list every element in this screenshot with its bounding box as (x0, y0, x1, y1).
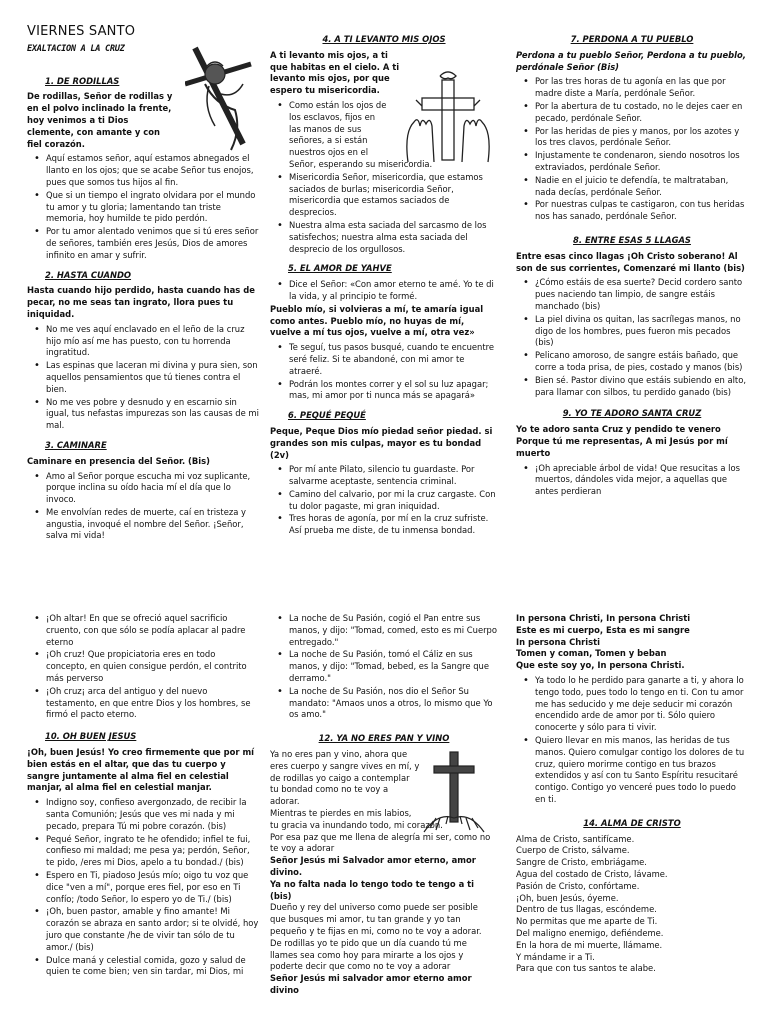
section-heading: 4. A TI LEVANTO MIS OJOS (322, 34, 446, 44)
list-item: • Por las tres horas de tu agonía en las que por madre diste a María, perdónale Señor. (528, 76, 748, 100)
list-item: • ¡Oh cruz! Que propiciatoria eres en todo concepto, en quien consigue perdón, el contrito más perverso (39, 649, 259, 684)
prayer-line: Agua del costado de Cristo, lávame. (516, 868, 668, 879)
list-item: • Por tu amor alentado venimos que si tú eres señor de señores, también eres Jesús, Dios de amores infinito en amar y sufrir. (39, 226, 259, 261)
prayer-line: Sangre de Cristo, embriágame. (516, 857, 647, 868)
page-subtitle: EXALTACION A LA CRUZ (27, 43, 125, 54)
list-item: • Quiero llevar en mis manos, las heridas de tus manos. Quiero comulgar contigo los dolores de tu cruz, quiero morirme contigo en tus brazos extendidos y así con tu Santo Espíritu resucitaré contigo. Contigo yo venceré pues todo lo puedo en ti. (528, 735, 748, 806)
verse-list (516, 675, 748, 806)
list-item: • Nadie en el juicio te defendía, te maltrataban, nada decías, perdónale Señor. (528, 175, 748, 199)
verse-list (270, 279, 498, 303)
item-line: nuestros ojos en el (289, 147, 369, 158)
list-item: • Dulce maná y celestial comida, gozo y salud de quien te come bien; ven sin tardar, mi Dios, mi (39, 955, 259, 979)
intro-line: hoy venimos a ti Dios (27, 114, 129, 125)
item-line: Señor, esperando su misericordia. (289, 158, 433, 169)
list-item: • Pequé Señor, ingrato te he ofendido; infiel te fui, confieso mi maldad; me pesa ya; perdón, Señor, te pido, /eres mi Dios, apelo a tu bondad./ (bis) (39, 834, 259, 869)
prayer-line: Pasión de Cristo, confórtame. (516, 880, 640, 891)
list-item: • No me ves aquí enclavado en el leño de la cruz hijo mío así me has puesto, con tu horrenda ingratitud. (39, 324, 259, 359)
list-item: • Dice el Señor: «Con amor eterno te amé. Yo te di la vida, y al principio te formé. (282, 279, 498, 303)
verse-list (27, 471, 259, 543)
section-intro: Peque, Peque Dios mío piedad señor piedad. si grandes son mis culpas, mayor es tu bondad (2v) (270, 425, 493, 460)
item-line: las manos de sus (289, 123, 362, 134)
list-item: • No me ves pobre y desnudo y en escarnio sin igual, tus nefastas impurezas son las causas de mi mal. (39, 397, 259, 432)
item-line: señores, a si están (289, 135, 368, 146)
list-item: • Que si un tiempo el ingrato olvidara por el mundo tu amor y tu gloria; lamentando tan triste memoria, hoy humilde te pido perdón. (39, 190, 259, 225)
section-heading: 6. PEQUÉ PEQUÉ (288, 410, 366, 421)
list-item: • ¡Oh apreciable árbol de vida! Que resucitas a los muertos, dándoles vida mejor, a aquellas que antes perdieran (528, 463, 748, 498)
list-item: • Amo al Señor porque escucha mi voz suplicante, porque inclina su oído hacia mí el día que lo invoco. (39, 471, 259, 506)
list-item: • La noche de Su Pasión, tomó el Cáliz en sus manos, y dijo: "Tomad, bebed, es la Sangre que derramo." (282, 649, 498, 684)
verse-line: De rodillas yo te pido que un día cuando tú me (270, 937, 467, 948)
list-item: • Me envolvían redes de muerte, caí en tristeza y angustia, invoqué el nombre del Señor. ¡Señor, salva mi vida! (39, 507, 259, 542)
verse-line: eres cuerpo y sangre vives en mí, y (270, 760, 420, 771)
section-heading: 12. YA NO ERES PAN Y VINO (318, 733, 450, 744)
column-3-top (516, 26, 748, 499)
verse-list (516, 463, 748, 498)
verse-list (27, 324, 259, 432)
intro-line: en el polvo inclinado la frente, (27, 103, 172, 114)
verse-line: poderte decir que como no te voy a adorar (270, 961, 451, 972)
prayer-line: Dentro de tus llagas, escóndeme. (516, 904, 657, 915)
list-item: • Injustamente te condenaron, siendo nosotros los extraviados, perdónale Señor. (528, 150, 748, 174)
refrain-line: In persona Christi, In persona Christi (516, 613, 691, 623)
verse-list (270, 464, 498, 537)
list-item: • Bien sé. Pastor divino que estáis subiendo en alto, para llamar con silbos, tu perdido ganado (bis) (528, 375, 748, 399)
verse-list (270, 342, 498, 402)
list-item: • Ya todo lo he perdido para ganarte a ti, y ahora lo tengo todo, pues todo lo tengo en ti. Con tu amor me has seducido y me deje seducir mi corazón encendido arde de amor por ti. Sólo quiero conocerte y sólo para ti vivir. (528, 675, 748, 734)
section-heading: 14. ALMA DE CRISTO (583, 817, 681, 828)
column-1-bottom (27, 613, 259, 979)
verse-list (516, 277, 748, 398)
verse-line: Mientras te pierdes en mis labios, (270, 807, 412, 818)
intro-line: espero tu misericordia. (270, 85, 380, 96)
refrain-line: Señor Jesús mi salvador amor eterno amor divino (270, 973, 472, 995)
section-refrain: Pueblo mío, si volvieras a mí, te amaría igual como antes. Pueblo mío, no huyas de mí, vuelve a mí tus ojos, vuelve a mí, otra vez» (270, 303, 484, 338)
verse-list (27, 613, 259, 721)
section-heading: 1. DE RODILLAS (45, 75, 120, 86)
section-intro: Hasta cuando hijo perdido, hasta cuando has de pecar, no me seas tan ingrato, llora pues tu iniquidad. (27, 285, 255, 319)
intro-line: fiel corazón. (27, 138, 85, 149)
verse-line: tu bondad como no te voy a (270, 784, 389, 795)
section-intro: Yo te adoro santa Cruz y pendido te venero Porque tú me representas, A mi Jesús por mí muerto (516, 424, 728, 458)
cross-hands-illustration (402, 70, 494, 164)
section-heading: 5. EL AMOR DE YAHVE (288, 263, 392, 274)
jesus-cross-illustration (185, 44, 255, 152)
verse-list (27, 797, 259, 978)
section-heading: 8. ENTRE ESAS 5 LLAGAS (573, 234, 691, 245)
list-item: • ¡Oh altar! En que se ofreció aquel sacrificio cruento, con que sólo se podía aplacar al padre eterno (39, 613, 259, 648)
section-heading: 3. CAMINARE (45, 439, 107, 450)
refrain-block (516, 613, 748, 672)
list-item: • La piel divina os quitan, las sacrílegas manos, no digo de los hombres, pues fueron mis pecados (bis) (528, 314, 748, 349)
list-item: • Aquí estamos señor, aquí estamos abnegados el llanto en los ojos; que se acabe Señor tus enojos, pues que somos tus hijos al fin. (39, 153, 259, 188)
section-heading: 9. YO TE ADORO SANTA CRUZ (562, 408, 702, 419)
prayer-lines (516, 834, 748, 976)
list-item: • Nuestra alma esta saciada del sarcasmo de los satisfechos; nuestra alma esta saciada del desprecio de los orgullosos. (282, 220, 498, 255)
list-item: • La noche de Su Pasión, cogió el Pan entre sus manos, y dijo: "Tomad, comed, esto es mi Cuerpo entregado." (282, 613, 498, 648)
list-item: • Por mí ante Pilato, silencio tu guardaste. Por salvarme aceptaste, sentencia criminal. (282, 464, 498, 488)
list-item: • Pelicano amoroso, de sangre estáis bañado, que corre a toda prisa, de pies, costado y manos (bis) (528, 350, 748, 374)
list-item: • Tres horas de agonía, por mí en la cruz sufriste. Así prueba me diste, de tu inmensa bondad. (282, 513, 498, 537)
refrain-line: Señor Jesús mi Salvador amor eterno, amor divino. (270, 855, 476, 877)
intro-line: A ti levanto mis ojos, a ti (270, 49, 388, 60)
list-item: • Espero en Ti, piadoso Jesús mío; oigo tu voz que dice "ven a mí", porque eres fiel, por eso en Ti confío; /todo Señor, lo espero yo de Ti./ (bis) (39, 870, 259, 905)
cross-on-hill-illustration (422, 748, 486, 834)
list-item: • ¿Cómo estáis de esa suerte? Decid cordero santo pues naciendo tan limpio, de sangre estáis manchado (bis) (528, 277, 748, 312)
refrain-line: Tomen y coman, Tomen y beban (516, 648, 667, 659)
list-item: • Camino del calvario, por mi la cruz cargaste. Con tu dolor pagaste, mi gran iniquidad. (282, 489, 498, 513)
section-intro: Caminare en presencia del Señor. (Bis) (27, 455, 210, 466)
section-intro: ¡Oh, buen Jesús! Yo creo firmemente que por mí bien estás en el altar, que das tu cuerpo y sangre juntamente al alma fiel en celestial manjar, al alma fiel en celestial manjar. (27, 746, 255, 793)
list-item: • La noche de Su Pasión, nos dio el Señor Su mandato: "Amaos unos a otros, lo mismo que Yo os amo." (282, 686, 498, 721)
list-item: • Por la abertura de tu costado, no le dejes caer en pecado, perdónale Señor. (528, 101, 748, 125)
prayer-line: En la hora de mi muerte, llámame. (516, 939, 663, 950)
intro-line: De rodillas, Señor de rodillas y (27, 91, 173, 102)
page-title: VIERNES SANTO (27, 24, 136, 39)
verse-line: pequeño y te fijas en mi, como no te voy a adorar. (270, 925, 482, 936)
section-intro: Perdona a tu pueblo Señor, Perdona a tu pueblo, perdónale Señor (Bis) (516, 49, 746, 72)
verse-list (27, 153, 259, 261)
refrain-line: In persona Christi (516, 636, 601, 647)
verse-line: de rodillas yo caigo a contemplar (270, 772, 410, 783)
verse-line: Ya no eres pan y vino, ahora que (270, 748, 408, 759)
item-line: los esclavos, fijos en (289, 111, 376, 122)
intro-line: clemente, con amante y con (27, 126, 160, 137)
list-item: • Indigno soy, confieso avergonzado, de recibir la santa Comunión; Jesús que ves mi nada y mi pecado, prepara Tú mi pobre corazón. (bis) (39, 797, 259, 832)
list-item: • Por las heridas de pies y manos, por los azotes y los tres clavos, perdónale Señor. (528, 126, 748, 150)
list-item: • ¡Oh cruz¡ arca del antiguo y del nuevo testamento, en que entre Dios y los hombres, se firmó el pacto eterno. (39, 686, 259, 721)
section-heading: 7. PERDONA A TU PUEBLO (570, 34, 694, 44)
refrain-line: Que este soy yo, In persona Christi. (516, 660, 685, 671)
list-item: • Podrán los montes correr y el sol su luz apagar; mas, mi amor por ti nunca más se apagará» (282, 379, 498, 403)
list-item: • Las espinas que laceran mi divina y pura sien, son aquellos pensamientos que tú tienes contra el bien. (39, 360, 259, 395)
prayer-line: Del maligno enemigo, defiéndeme. (516, 927, 664, 938)
intro-line: que habitas en el cielo. A ti (270, 61, 400, 72)
section-heading: 2. HASTA CUANDO (45, 269, 132, 280)
refrain-line: Ya no falta nada lo tengo todo te tengo a ti (bis) (270, 878, 475, 901)
prayer-line: No permitas que me aparte de Ti. (516, 916, 658, 927)
verse-line: Dueño y rey del universo como puede ser posible (270, 902, 478, 913)
prayer-line: Cuerpo de Cristo, sálvame. (516, 845, 630, 856)
section-intro: Entre esas cinco llagas ¡Oh Cristo soberano! Al son de sus corrientes, Comenzaré mi llanto (bis) (516, 250, 745, 273)
verse-line: te voy a adorar (270, 843, 335, 854)
list-item: • Por nuestras culpas te castigaron, con tus heridas nos has sanado, perdónale Señor. (528, 199, 748, 223)
list-item: • Te seguí, tus pasos busqué, cuando te encuentre seré feliz. Si te abandoné, con mi amor te atraeré. (282, 342, 498, 377)
item-line: • Como están los ojos de (289, 99, 387, 110)
prayer-line: Para que con tus santos te alabe. (516, 963, 656, 974)
prayer-line: Y mándame ir a Ti. (516, 951, 595, 962)
list-item: • ¡Oh, buen pastor, amable y fino amante! Mi corazón se abraza en santo ardor; si te olvidé, hoy juro que constante /he de vivir tan sólo de tu amor./ (bis) (39, 906, 259, 953)
refrain-line: Este es mi cuerpo, Esta es mi sangre (516, 624, 690, 635)
verse-line: que busques mi amor, tu tan grande y yo tan (270, 914, 461, 925)
prayer-line: Alma de Cristo, santifícame. (516, 833, 635, 844)
section-heading: 10. OH BUEN JESUS (45, 731, 137, 742)
verse-line: adorar. (270, 796, 300, 807)
verse-list (270, 613, 498, 721)
verse-list (516, 76, 748, 223)
verse-line: llames sea como hoy para mirarte a los ojos y (270, 949, 464, 960)
prayer-line: ¡Oh, buen Jesús, óyeme. (516, 892, 619, 903)
verse-line: Por esa paz que me llena de alegría mi ser, como no (270, 831, 491, 842)
intro-line: levanto mis ojos, por que (270, 73, 390, 84)
verse-line: tu gracia va inundando todo, mi corazón. (270, 819, 443, 830)
list-item: • Misericordia Señor, misericordia, que estamos saciados de burlas; misericordia Señor, misericordia que estamos saciados de desprecios. (282, 172, 498, 219)
column-3-bottom (516, 613, 748, 975)
